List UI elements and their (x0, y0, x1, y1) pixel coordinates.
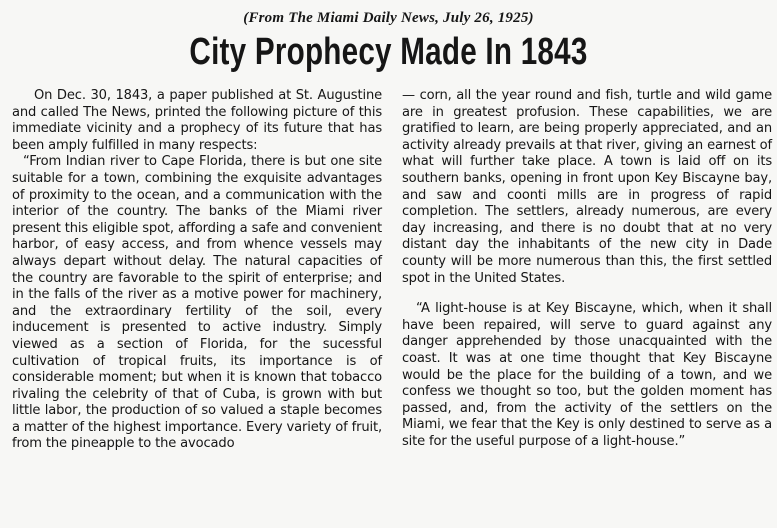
right-paragraph-1: — corn, all the year round and fish, turtle and wild game are in greatest profusion. These capabilities, we are gratified to learn, are being properly appreciated, and an activity already prevails at that river, giving an earnest of what will further take place. A town is laid off on its southern banks, opening in front upon Key Biscayne bay, and saw and coonti mills are in progress of rapid completion. The settlers, already numerous, are every day increasing, and there is no doubt that at no very distant day the inhabitants of the new city in Dade county will be more numerous than this, the first settled spot in the United States. (402, 88, 772, 286)
left-paragraph-2: “From Indian river to Cape Florida, there is but one site suitable for a town, combining the exquisite advantages of proximity to the ocean, and a communication with the interior of the country. The banks of the Miami river present this eligible spot, affording a safe and convenient harbor, of easy access, and from whence vessels may always depart without delay. The natural capacities of the country are favorable to the spirit of enterprise; and in the falls of the river as a motive power for machinery, and the extraordinary fertility of the soil, every inducement is presented to active industry. Simply viewed as a section of Florida, for the sucessful cultivation of tropical fruits, its importance is of considerable moment; but when it is known that tobacco rivaling the celebrity of that of Cuba, is grown with but little labor, the production of so valued a staple becomes a matter of the highest importance. Every variety of fruit, from the pineapple to the avocado (12, 154, 382, 452)
left-paragraph-1: On Dec. 30, 1843, a paper published at St. Augustine and called The News, printed the following picture of this immediate vicinity and a prophecy of its future that has been amply fulfilled in many respects: (12, 88, 382, 153)
headline: City Prophecy Made In 1843 (189, 31, 588, 73)
right-column (402, 88, 772, 450)
left-column (12, 88, 382, 453)
source-line: (From The Miami Daily News, July 26, 1925) (243, 10, 534, 26)
right-paragraph-2: “A light-house is at Key Biscayne, which, when it shall have been repaired, will serve to guard against any danger apprehended by those unacquainted with the coast. It was at one time thought that Key Biscayne would be the place for the building of a town, and we confess we thought so too, but the golden moment has passed, and, from the activity of the settlers on the Miami, we fear that the Key is only destined to serve as a site for the useful purpose of a light-house.” (402, 301, 772, 449)
